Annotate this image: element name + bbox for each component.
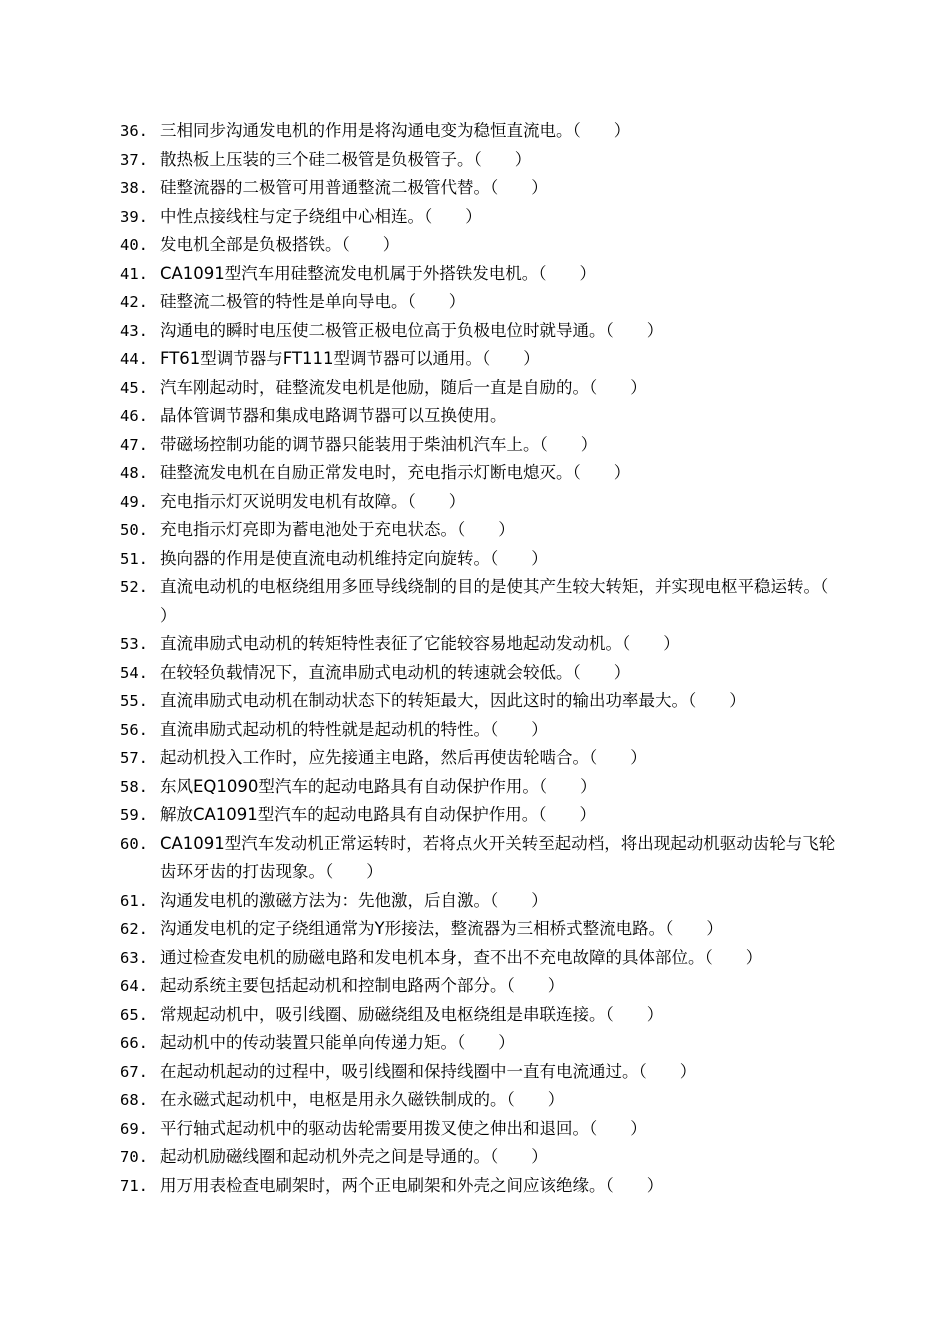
question-item: [120, 1172, 850, 1201]
question-text: 汽车刚起动时，硅整流发电机是他励，随后一直是自励的。（ ）: [160, 377, 647, 397]
question-number: 70.: [120, 1148, 148, 1166]
question-number: 66.: [120, 1034, 148, 1052]
question-number: 68.: [120, 1091, 148, 1109]
question-number: 38.: [120, 179, 148, 197]
question-text: 东风EQ1090型汽车的起动电路具有自动保护作用。（ ）: [160, 776, 597, 796]
question-number: 54.: [120, 663, 148, 682]
question-item: [120, 1029, 850, 1058]
question-text: 中性点接线柱与定子绕组中心相连。（ ）: [160, 206, 482, 226]
question-item: [120, 1115, 850, 1144]
question-number: 69.: [120, 1119, 148, 1138]
question-item: [120, 944, 850, 973]
question-item: [120, 630, 850, 659]
question-text: 起动机中的传动装置只能单向传递力矩。（ ）: [160, 1033, 515, 1052]
question-text: 沟通电的瞬时电压使二极管正极电位高于负极电位时就导通。（ ）: [160, 320, 664, 340]
question-text: CA1091型汽车发动机正常运转时，若将点火开关转至起动档，将出现起动机驱动齿轮与飞轮齿环牙齿的打齿现象。（ ）: [160, 833, 836, 881]
question-number: 48.: [120, 464, 148, 482]
question-item: [120, 459, 850, 488]
question-text: 晶体管调节器和集成电路调节器可以互换使用。: [160, 406, 507, 425]
question-number: 39.: [120, 207, 148, 226]
question-number: 36.: [120, 122, 148, 140]
question-text: 在永磁式起动机中，电枢是用永久磁铁制成的。（ ）: [160, 1090, 565, 1109]
question-text: 散热板上压装的三个硅二极管是负极管子。（ ）: [160, 149, 532, 169]
question-number: 40.: [120, 236, 148, 254]
question-number: 59.: [120, 806, 148, 824]
question-text: 起动机投入工作时，应先接通主电路，然后再使齿轮啮合。（ ）: [160, 748, 647, 767]
question-item: [120, 687, 850, 716]
question-text: 换向器的作用是使直流电动机维持定向旋转。（ ）: [160, 548, 548, 568]
question-number: 46.: [120, 407, 148, 425]
question-text: 充电指示灯亮即为蓄电池处于充电状态。（ ）: [160, 520, 515, 539]
question-number: 41.: [120, 264, 148, 283]
question-text: 三相同步沟通发电机的作用是将沟通电变为稳恒直流电。（ ）: [160, 121, 631, 140]
question-item: [120, 431, 850, 460]
question-item: [120, 915, 850, 944]
question-number: 37.: [120, 150, 148, 169]
question-list: [120, 117, 862, 1200]
question-number: 57.: [120, 749, 148, 767]
question-item: [120, 830, 850, 887]
question-item: [120, 972, 850, 1001]
question-text: 硅整流二极管的特性是单向导电。（ ）: [160, 292, 466, 311]
question-number: 43.: [120, 321, 148, 340]
question-item: [120, 1058, 850, 1087]
question-item: [120, 317, 850, 346]
question-text: FT61型调节器与FT111型调节器可以通用。（ ）: [160, 349, 540, 368]
question-item: [120, 174, 850, 203]
question-text: 充电指示灯灭说明发电机有故障。（ ）: [160, 491, 466, 511]
question-text: 通过检查发电机的励磁电路和发电机本身，查不出不充电故障的具体部位。（ ）: [160, 947, 763, 967]
question-item: [120, 1086, 850, 1115]
question-number: 47.: [120, 435, 148, 454]
question-item: [120, 231, 850, 260]
question-number: 64.: [120, 977, 148, 995]
question-text: 起动系统主要包括起动机和控制电路两个部分。（ ）: [160, 976, 565, 995]
question-item: [120, 260, 850, 289]
question-text: 硅整流器的二极管可用普通整流二极管代替。（ ）: [160, 178, 548, 197]
question-item: [120, 545, 850, 574]
question-text: 带磁场控制功能的调节器只能装用于柴油机汽车上。（ ）: [160, 434, 598, 454]
question-number: 49.: [120, 492, 148, 511]
question-number: 53.: [120, 635, 148, 653]
question-number: 71.: [120, 1176, 148, 1195]
question-text: 在较轻负载情况下，直流串励式电动机的转速就会较低。（ ）: [160, 662, 631, 682]
question-item: [120, 117, 850, 146]
question-text: CA1091型汽车用硅整流发电机属于外搭铁发电机。（ ）: [160, 263, 597, 283]
question-number: 61.: [120, 891, 148, 910]
question-text: 常规起动机中，吸引线圈、励磁绕组及电枢绕组是串联连接。（ ）: [160, 1004, 664, 1024]
question-item: [120, 801, 850, 830]
question-text: 起动机励磁线圈和起动机外壳之间是导通的。（ ）: [160, 1147, 548, 1166]
question-number: 44.: [120, 350, 148, 368]
question-number: 50.: [120, 521, 148, 539]
question-item: [120, 887, 850, 916]
question-text: 硅整流发电机在自励正常发电时，充电指示灯断电熄灭。（ ）: [160, 463, 631, 482]
question-item: [120, 1001, 850, 1030]
question-item: [120, 573, 862, 630]
question-number: 60.: [120, 834, 148, 853]
question-text: 用万用表检查电刷架时，两个正电刷架和外壳之间应该绝缘。（ ）: [160, 1175, 664, 1195]
question-item: [120, 516, 850, 545]
question-number: 56.: [120, 720, 148, 739]
question-text: 直流电动机的电枢绕组用多匝导线绕制的目的是使其产生较大转矩，并实现电枢平稳运转。（ ）: [160, 577, 862, 625]
question-item: [120, 1143, 850, 1172]
question-item: [120, 659, 850, 688]
question-text: 直流串励式电动机在制动状态下的转矩最大，因此这时的输出功率最大。（ ）: [160, 691, 746, 710]
question-text: 直流串励式起动机的特性就是起动机的特性。（ ）: [160, 719, 548, 739]
question-text: 平行轴式起动机中的驱动齿轮需要用拨叉使之伸出和退回。（ ）: [160, 1118, 647, 1138]
question-item: [120, 146, 850, 175]
question-text: 沟通发电机的激磁方法为：先他激，后自激。（ ）: [160, 890, 548, 910]
question-number: 55.: [120, 692, 148, 710]
question-number: 63.: [120, 948, 148, 967]
question-text: 在起动机起动的过程中，吸引线圈和保持线圈中一直有电流通过。（ ）: [160, 1061, 697, 1081]
question-number: 58.: [120, 777, 148, 796]
question-number: 67.: [120, 1062, 148, 1081]
question-item: [120, 773, 850, 802]
question-number: 42.: [120, 293, 148, 311]
question-number: 45.: [120, 378, 148, 397]
question-item: [120, 402, 850, 431]
question-text: 直流串励式电动机的转矩特性表征了它能较容易地起动发动机。（ ）: [160, 634, 680, 653]
question-item: [120, 744, 850, 773]
question-text: 发电机全部是负极搭铁。（ ）: [160, 235, 400, 254]
question-number: 65.: [120, 1005, 148, 1024]
question-number: 51.: [120, 549, 148, 568]
question-text: 解放CA1091型汽车的起动电路具有自动保护作用。（ ）: [160, 805, 597, 824]
question-item: [120, 288, 850, 317]
question-item: [120, 716, 850, 745]
question-item: [120, 374, 850, 403]
question-number: 62.: [120, 920, 148, 938]
question-item: [120, 345, 850, 374]
question-item: [120, 488, 850, 517]
question-number: 52.: [120, 578, 148, 596]
question-text: 沟通发电机的定子绕组通常为Y形接法，整流器为三相桥式整流电路。（ ）: [160, 919, 723, 938]
question-item: [120, 203, 850, 232]
